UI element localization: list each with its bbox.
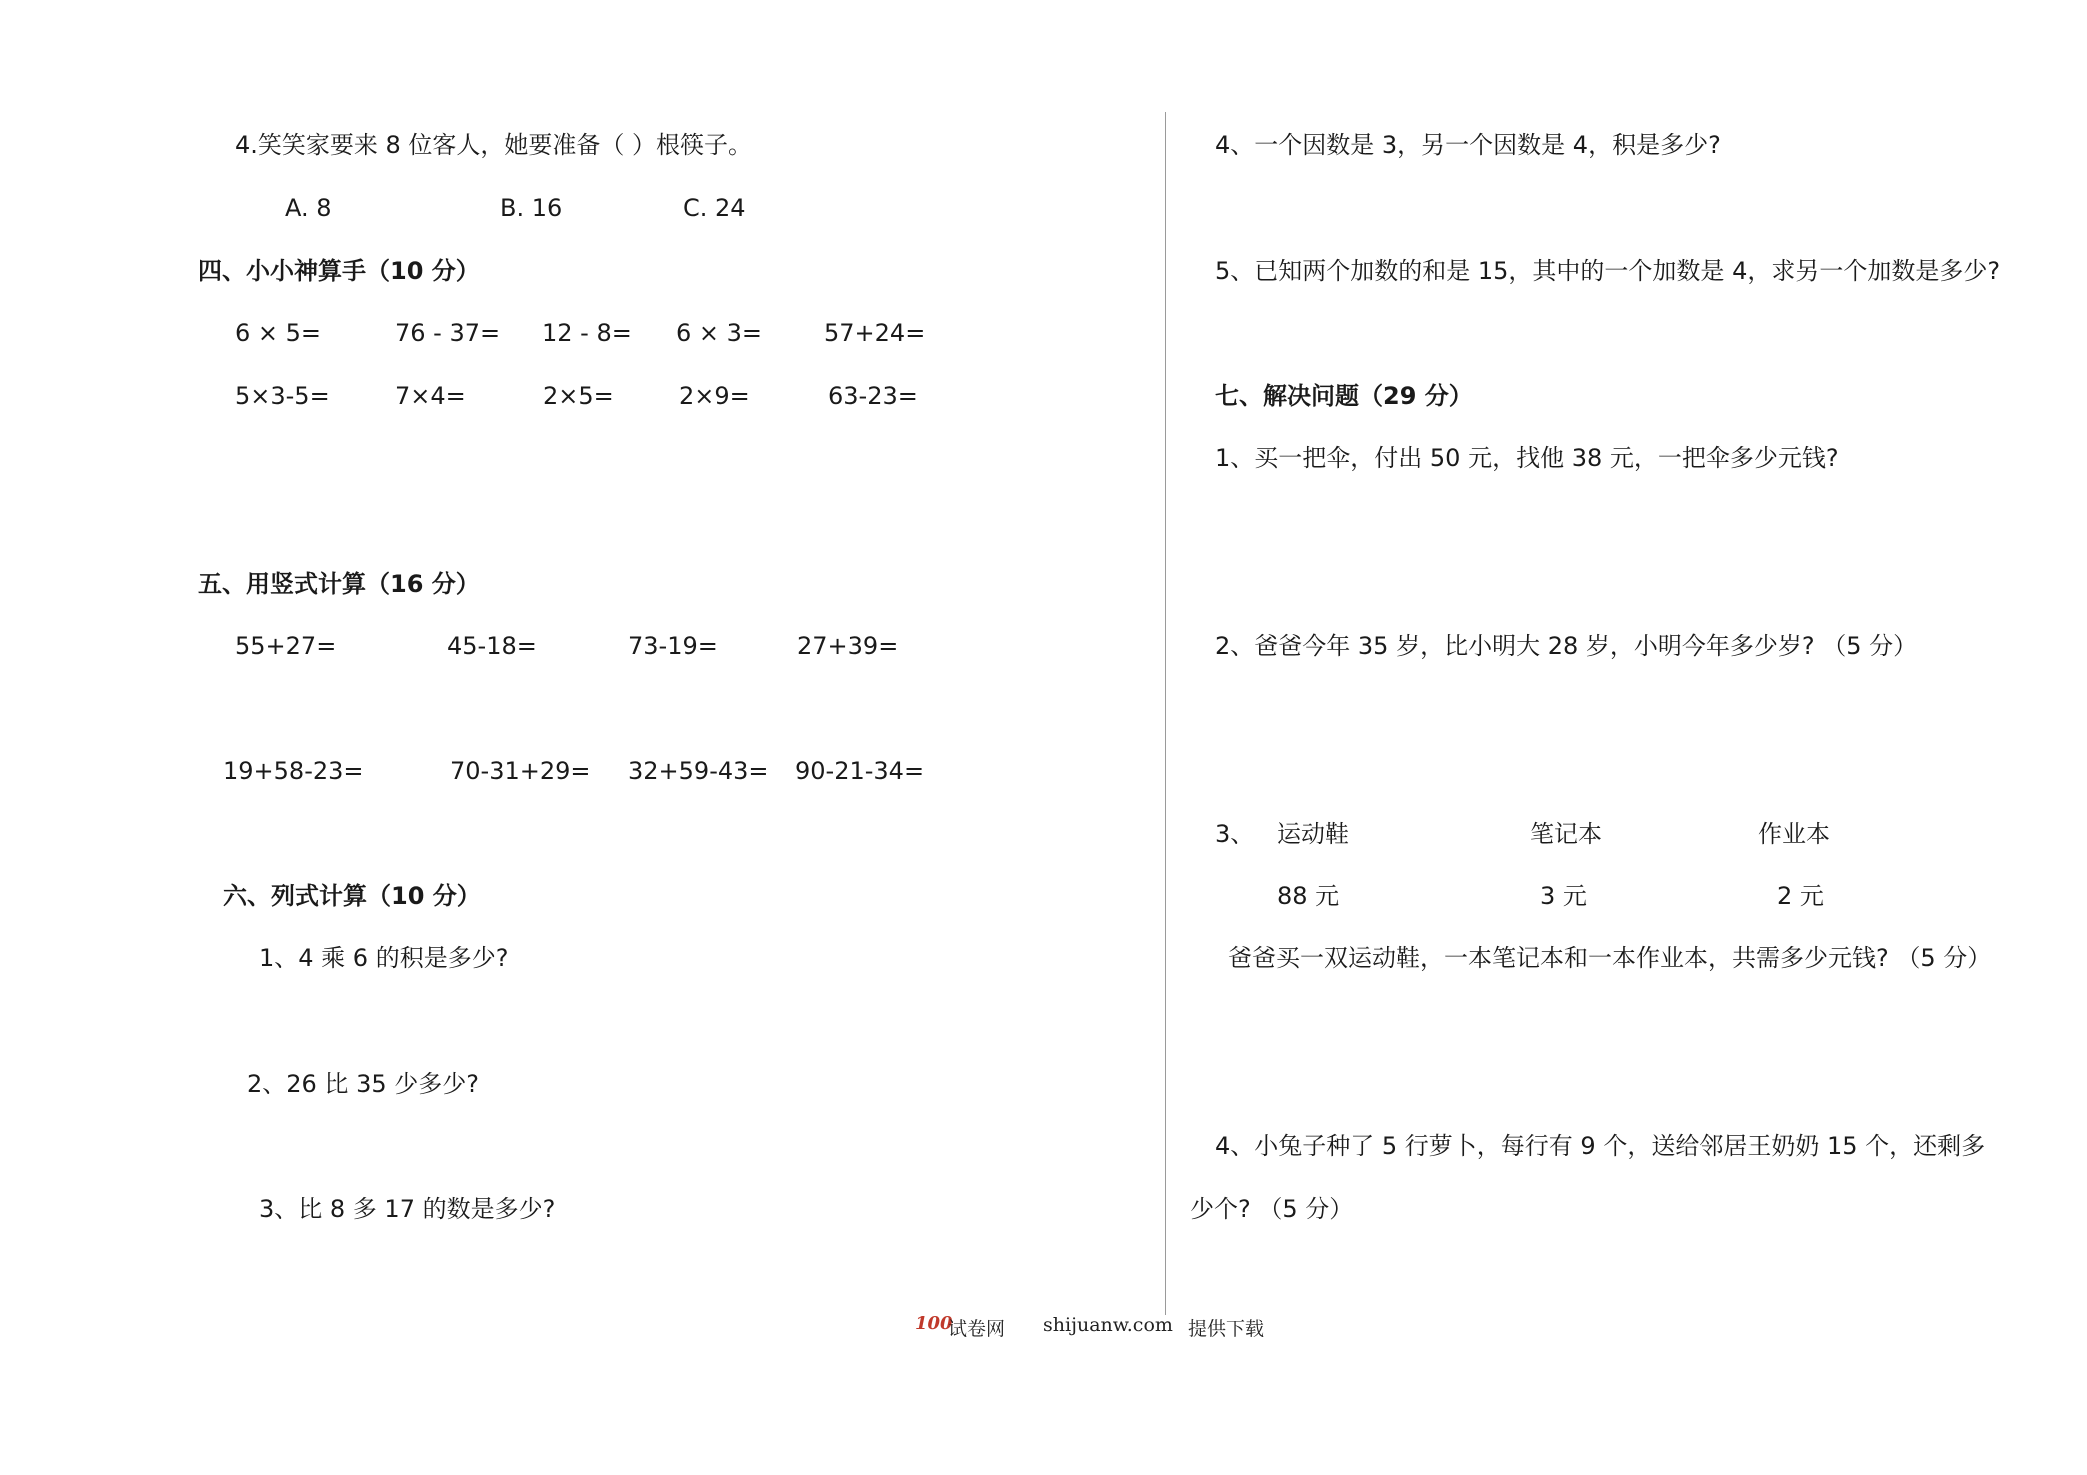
list-item: 2、26 比 35 少多少? [247,1070,479,1098]
vertical-calc-item: 70-31+29= [450,757,591,785]
site-url[interactable]: shijuanw.com [1043,1314,1173,1336]
option-b: B. 16 [500,194,563,222]
vertical-calc-item: 19+58-23= [223,757,364,785]
site-logo-icon: 100 [915,1313,953,1334]
calc-item: 76 - 37= [395,319,501,347]
problem-3-question: 爸爸买一双运动鞋，一本笔记本和一本作业本，共需多少元钱? （5 分） [1228,944,1992,972]
calc-item: 2×5= [543,382,614,410]
item-price: 2 元 [1777,882,1824,910]
download-note: 提供下载 [1188,1318,1265,1340]
calc-item: 12 - 8= [542,319,632,347]
site-name: 试卷网 [948,1318,1006,1340]
item-name: 笔记本 [1530,820,1602,848]
option-c: C. 24 [683,194,746,222]
vertical-calc-item: 90-21-34= [795,757,925,785]
list-item: 3、比 8 多 17 的数是多少? [259,1195,556,1223]
problem-1: 1、买一把伞，付出 50 元，找他 38 元，一把伞多少元钱? [1215,444,1839,472]
vertical-calc-item: 32+59-43= [628,757,769,785]
vertical-calc-item: 27+39= [797,632,899,660]
problem-3-number: 3、 [1215,820,1255,848]
calc-item: 7×4= [395,382,466,410]
question-4-right: 4、一个因数是 3，另一个因数是 4，积是多少? [1215,131,1721,159]
column-divider [1165,112,1166,1315]
section-6-title: 六、列式计算（10 分） [223,882,481,910]
calc-item: 5×3-5= [235,382,330,410]
calc-item: 6 × 3= [676,319,763,347]
page-footer [0,1312,2087,1342]
vertical-calc-item: 45-18= [447,632,537,660]
calc-item: 57+24= [824,319,926,347]
section-5-title: 五、用竖式计算（16 分） [198,570,480,598]
calc-item: 6 × 5= [235,319,322,347]
calc-item: 2×9= [679,382,750,410]
problem-4-line-2: 少个? （5 分） [1190,1195,1354,1223]
vertical-calc-item: 55+27= [235,632,337,660]
item-name: 运动鞋 [1277,820,1349,848]
problem-4-line-1: 4、小兔子种了 5 行萝卜，每行有 9 个，送给邻居王奶奶 15 个，还剩多 [1215,1132,1986,1160]
calc-item: 63-23= [828,382,918,410]
item-price: 88 元 [1277,882,1340,910]
list-item: 1、4 乘 6 的积是多少? [259,944,509,972]
item-name: 作业本 [1758,820,1830,848]
vertical-calc-item: 73-19= [628,632,718,660]
option-a: A. 8 [285,194,332,222]
question-5-right: 5、已知两个加数的和是 15，其中的一个加数是 4，求另一个加数是多少? [1215,257,2001,285]
question-4-text: 4.笑笑家要来 8 位客人，她要准备（ ）根筷子。 [235,131,753,159]
problem-2: 2、爸爸今年 35 岁，比小明大 28 岁，小明今年多少岁? （5 分） [1215,632,1918,660]
section-7-title: 七、解决问题（29 分） [1215,382,1473,410]
section-4-title: 四、小小神算手（10 分） [198,257,480,285]
item-price: 3 元 [1540,882,1587,910]
